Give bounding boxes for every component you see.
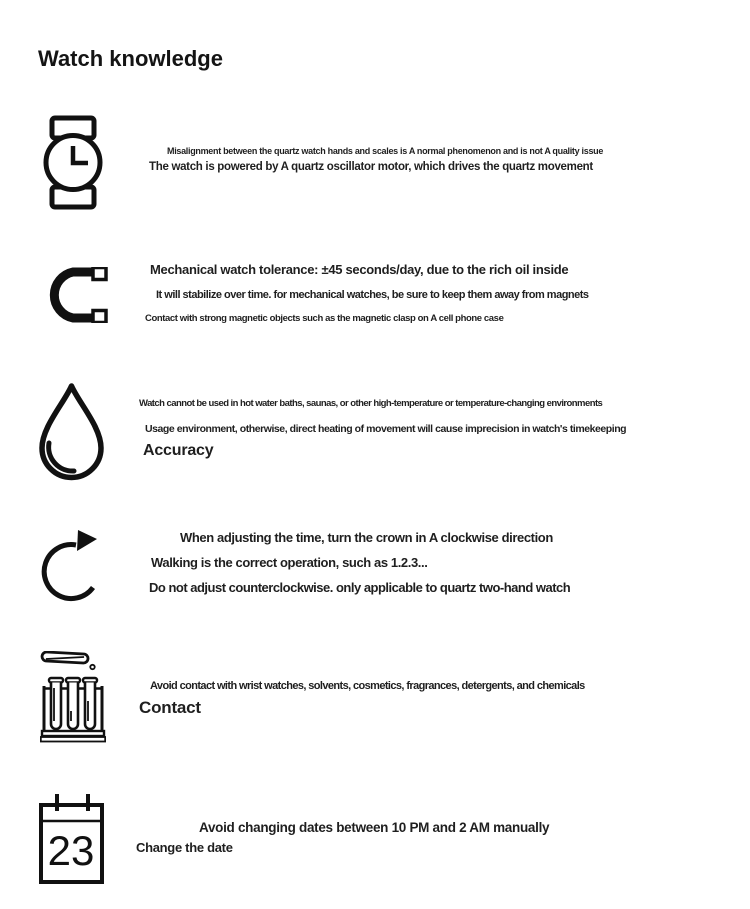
test-tubes-icon bbox=[40, 651, 106, 743]
magnet-note-secondary: It will stabilize over time. for mechanical watches, be sure to keep them away from magnets bbox=[156, 289, 589, 301]
crown-note-line2: Walking is the correct operation, such as 1.2.3... bbox=[151, 555, 428, 570]
contact-heading: Contact bbox=[139, 698, 201, 717]
magnet-icon bbox=[43, 267, 108, 323]
quartz-note-main: The watch is powered by A quartz oscillator motor, which drives the quartz movement bbox=[149, 161, 593, 173]
magnet-note-small: Contact with strong magnetic objects such as the magnetic clasp on A cell phone case bbox=[145, 313, 504, 324]
crown-note-line3: Do not adjust counterclockwise. only applicable to quartz two-hand watch bbox=[149, 580, 571, 595]
accuracy-heading: Accuracy bbox=[143, 442, 214, 459]
accuracy-note-small: Watch cannot be used in hot water baths, saunas, or other high-temperature or temperature-changing environments bbox=[139, 398, 603, 409]
quartz-note-small: Misalignment between the quartz watch hands and scales is A normal phenomenon and is not A quality issue bbox=[167, 146, 604, 156]
page-title: Watch knowledge bbox=[38, 45, 223, 71]
water-drop-icon bbox=[35, 381, 108, 481]
date-note-main: Avoid changing dates between 10 PM and 2 AM manually bbox=[199, 820, 550, 835]
crown-note-line1: When adjusting the time, turn the crown in A clockwise direction bbox=[180, 530, 553, 545]
wristwatch-icon bbox=[43, 115, 103, 210]
calendar-icon bbox=[38, 792, 105, 885]
date-note-label: Change the date bbox=[136, 840, 233, 855]
accuracy-note-secondary: Usage environment, otherwise, direct heating of movement will cause imprecision in watch's timekeeping bbox=[145, 423, 627, 435]
calendar-day-number: 23 bbox=[47, 827, 95, 874]
clockwise-arrow-icon bbox=[40, 524, 105, 607]
chemical-note-small: Avoid contact with wrist watches, solvents, cosmetics, fragrances, detergents, and chemicals bbox=[150, 680, 585, 692]
magnet-note-main: Mechanical watch tolerance: ±45 seconds/day, due to the rich oil inside bbox=[150, 262, 569, 277]
